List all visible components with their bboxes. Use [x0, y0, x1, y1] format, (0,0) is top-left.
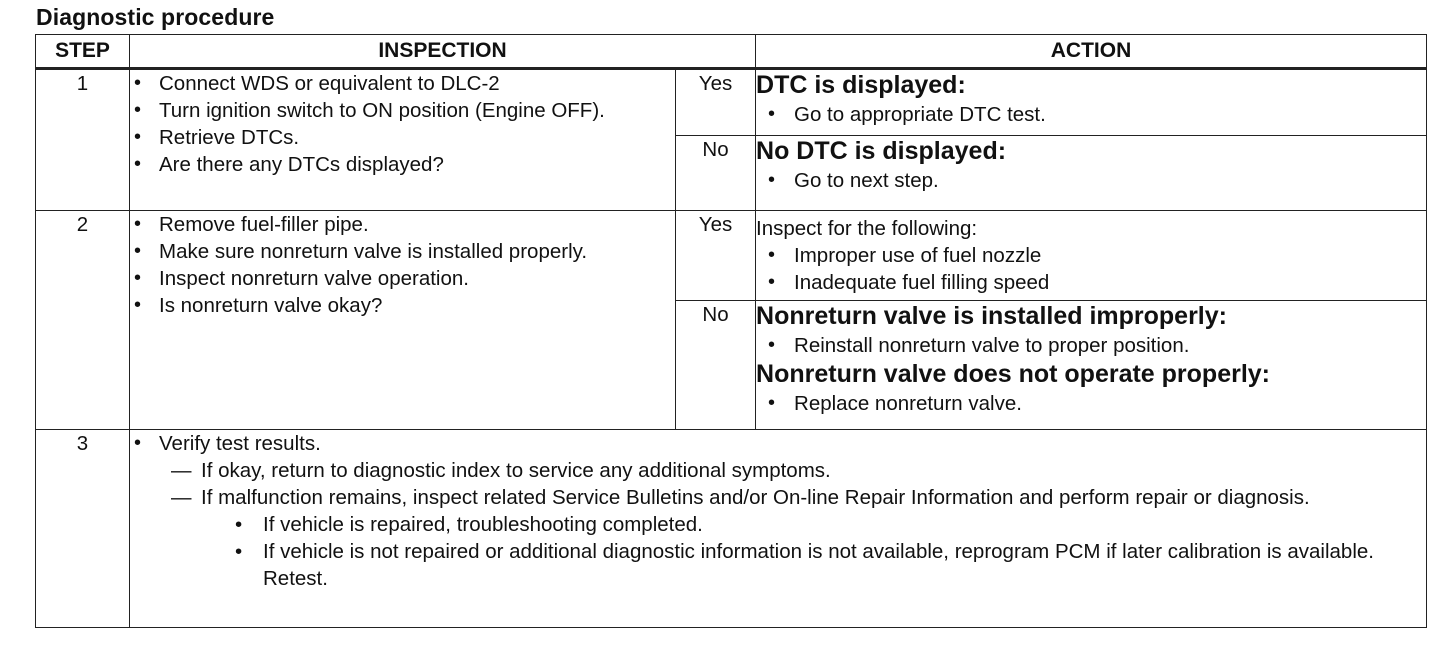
action-heading: Nonreturn valve does not operate properly: — [756, 360, 1271, 388]
list-item: • Improper use of fuel nozzle — [756, 242, 1426, 269]
yes-label: Yes — [676, 69, 756, 136]
dash-text: If okay, return to diagnostic index to service any additional symptoms. — [201, 459, 831, 482]
yes-label: Yes — [676, 211, 756, 301]
step-number: 2 — [36, 211, 130, 430]
action-heading: No DTC is displayed: — [756, 137, 1007, 165]
list-item: • If vehicle is repaired, troubleshooting completed. — [231, 511, 1426, 538]
action-heading: Nonreturn valve is installed improperly: — [756, 302, 1227, 330]
list-item: • Retrieve DTCs. — [130, 124, 675, 151]
list-item: • Inadequate fuel filling speed — [756, 269, 1426, 296]
action-header: ACTION — [756, 35, 1427, 69]
list-item: • Is nonreturn valve okay? — [130, 292, 675, 319]
list-item: • Make sure nonreturn valve is installed properly. — [130, 238, 675, 265]
list-item: • Inspect nonreturn valve operation. — [130, 265, 675, 292]
list-item: • Connect WDS or equivalent to DLC-2 — [130, 70, 675, 97]
dash-text: If malfunction remains, inspect related Service Bulletins and/or On-line Repair Information and perform repair or diagnosis. — [201, 486, 1310, 509]
action-cell — [756, 301, 1427, 430]
list-item: • Are there any DTCs displayed? — [130, 151, 675, 178]
action-cell — [756, 211, 1427, 301]
step-header: STEP — [36, 35, 130, 69]
inspection-cell — [130, 69, 676, 211]
list-item: • Go to appropriate DTC test. — [756, 101, 1426, 128]
inspection-cell — [130, 430, 1427, 628]
list-item: • Replace nonreturn valve. — [756, 390, 1426, 417]
list-item — [171, 457, 1426, 484]
no-label: No — [676, 301, 756, 430]
step-number: 1 — [36, 69, 130, 211]
list-item: • If vehicle is not repaired or additional diagnostic information is not available, reprogram PCM if later calibration is available. Retest. — [231, 538, 1426, 592]
action-cell — [756, 69, 1427, 136]
inspection-header: INSPECTION — [130, 35, 756, 69]
inspection-cell — [130, 211, 676, 430]
diagnostic-procedure-table — [35, 34, 1427, 628]
dash-mark: — — [171, 459, 192, 482]
list-item: • Remove fuel-filler pipe. — [130, 211, 675, 238]
table-row — [36, 211, 1427, 301]
step-number: 3 — [36, 430, 130, 628]
no-label: No — [676, 136, 756, 211]
action-intro: Inspect for the following: — [756, 217, 978, 240]
list-item: • Verify test results. — [130, 430, 1426, 457]
action-heading: DTC is displayed: — [756, 71, 966, 99]
action-cell — [756, 136, 1427, 211]
dash-mark: — — [171, 486, 192, 509]
list-item: • Reinstall nonreturn valve to proper position. — [756, 332, 1426, 359]
page-title: Diagnostic procedure — [36, 4, 275, 30]
list-item — [171, 484, 1426, 592]
header-row — [36, 35, 1427, 69]
list-item: • Go to next step. — [756, 167, 1426, 194]
table-row — [36, 69, 1427, 136]
table-row — [36, 430, 1427, 628]
list-item: • Turn ignition switch to ON position (Engine OFF). — [130, 97, 675, 124]
